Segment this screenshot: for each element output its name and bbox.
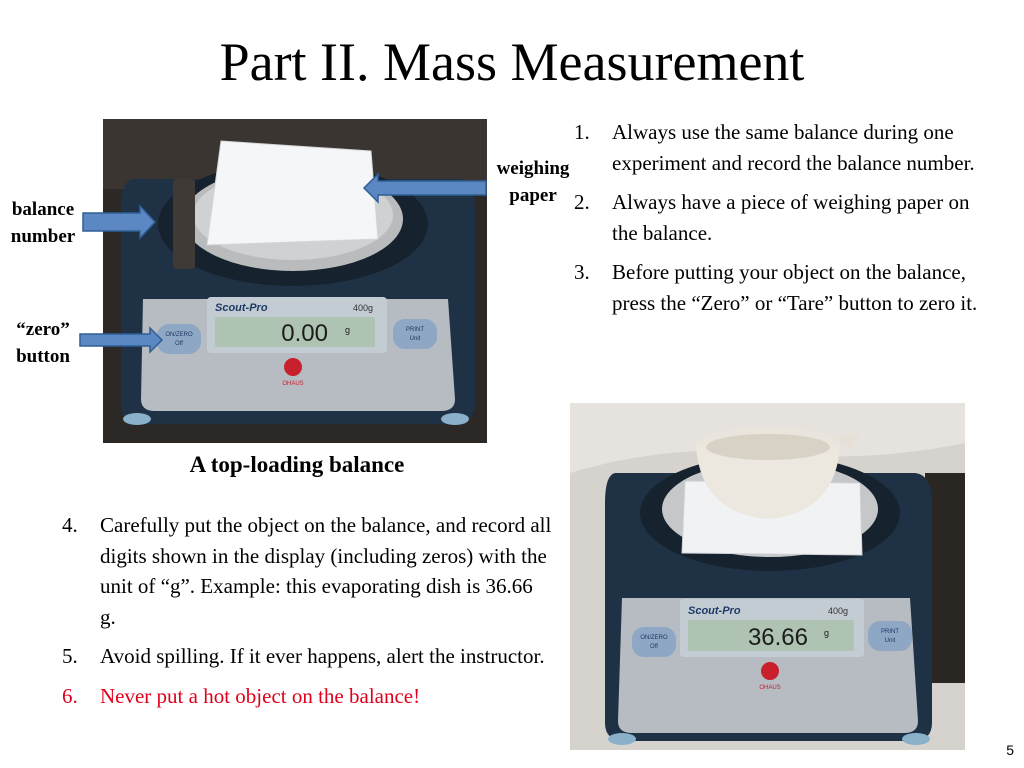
instruction-list-bottom xyxy=(62,510,552,720)
list-item xyxy=(574,117,994,178)
page-number: 5 xyxy=(1006,742,1014,758)
lcd-unit: g xyxy=(824,628,830,638)
annotation-line: weighing xyxy=(496,158,570,179)
zero-button-graphic xyxy=(632,627,676,657)
lcd-unit: g xyxy=(345,325,351,335)
zero-button-label xyxy=(2,316,84,370)
left-button-label-2: Off xyxy=(650,644,658,650)
annotation-line: balance xyxy=(11,199,75,220)
left-button-label-2: Off xyxy=(175,341,183,347)
item-text: Carefully put the object on the balance, and record all digits shown in the display (including zeros) with the unit of “g”. Example: this evaporating dish is 36.66 g. xyxy=(100,513,552,629)
annotation-line: button xyxy=(16,346,70,367)
logo-text: OHAUS xyxy=(282,381,304,387)
left-button-label-1: ON/ZERO xyxy=(165,332,193,338)
lcd-reading: 36.66 xyxy=(747,624,808,651)
brand-label: Scout-Pro xyxy=(688,605,741,617)
ohaus-logo-icon xyxy=(761,662,779,680)
print-button-graphic xyxy=(393,319,437,349)
item-number: 2. xyxy=(574,190,590,214)
item-number: 4. xyxy=(62,513,78,537)
zero-button-graphic xyxy=(157,324,201,354)
print-button-graphic xyxy=(868,621,912,651)
item-text: Always use the same balance during one experiment and record the balance number. xyxy=(612,120,975,175)
list-item xyxy=(574,187,994,248)
list-item-warning xyxy=(62,681,552,712)
item-text: Avoid spilling. If it ever happens, alert the instructor. xyxy=(100,644,545,668)
item-text: Before putting your object on the balance, press the “Zero” or “Tare” button to zero it. xyxy=(612,260,978,315)
instruction-list-top xyxy=(574,117,994,327)
left-button-label-1: ON/ZERO xyxy=(640,635,668,641)
right-button-label-1: PRINT xyxy=(406,327,424,333)
right-button-label-2: Unit xyxy=(884,638,896,644)
logo-text: OHAUS xyxy=(759,685,781,691)
ohaus-logo-icon xyxy=(284,358,302,376)
item-number: 3. xyxy=(574,260,590,284)
photo-caption: A top-loading balance xyxy=(189,452,405,477)
item-number: 6. xyxy=(62,683,78,708)
annotation-line: “zero” xyxy=(16,319,70,340)
dish-on-balance-photo xyxy=(570,403,965,750)
brand-label: Scout-Pro xyxy=(215,302,268,314)
right-button-label-1: PRINT xyxy=(881,629,899,635)
item-text: Never put a hot object on the balance! xyxy=(100,683,421,708)
item-number: 5. xyxy=(62,644,78,668)
list-item xyxy=(62,641,552,672)
right-button-label-2: Unit xyxy=(409,336,421,342)
balance-number-label xyxy=(2,196,84,250)
capacity-label: 400g xyxy=(353,303,374,313)
balance-illustration xyxy=(103,119,487,443)
weighing-paper-label xyxy=(486,155,580,209)
dish-balance-illustration xyxy=(570,403,965,750)
slide-title: Part II. Mass Measurement xyxy=(219,32,805,92)
annotation-line: number xyxy=(10,226,76,247)
lcd-reading: 0.00 xyxy=(281,320,328,347)
item-number: 1. xyxy=(574,120,590,144)
annotation-line: paper xyxy=(509,185,557,206)
capacity-label: 400g xyxy=(828,606,849,616)
item-text: Always have a piece of weighing paper on the balance. xyxy=(612,190,970,245)
list-item xyxy=(62,510,552,632)
list-item xyxy=(574,257,994,318)
balance-photo xyxy=(103,119,487,443)
